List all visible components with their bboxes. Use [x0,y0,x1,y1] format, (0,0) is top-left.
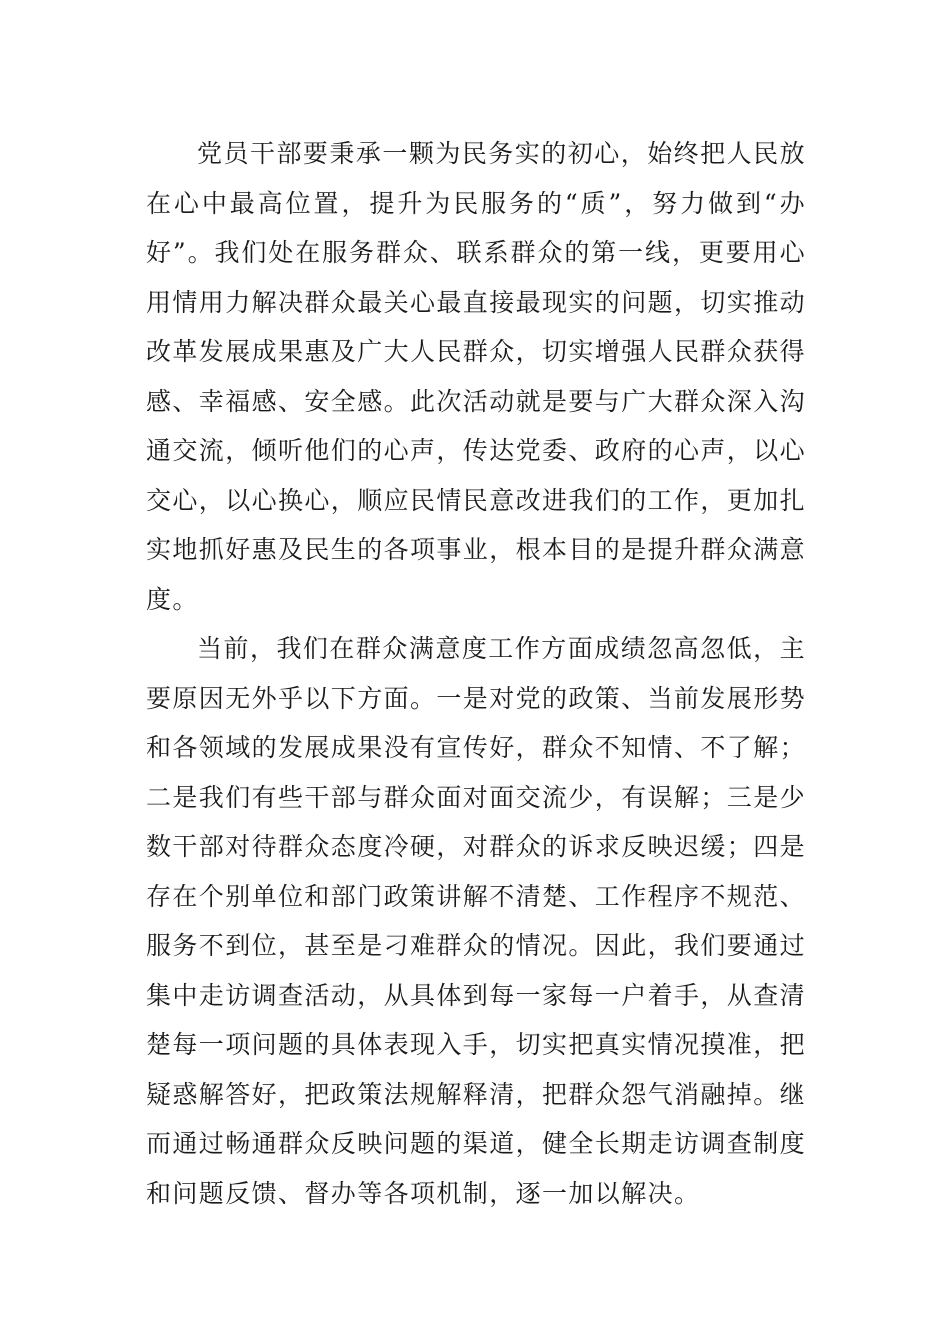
paragraph-1: 党员干部要秉承一颗为民务实的初心，始终把人民放在心中最高位置，提升为民服务的“质”，努力做到“办好”。我们处在服务群众、联系群众的第一线，更要用心用情用力解决群众最关心最直接最现实的问题，切实推动改革发展成果惠及广大人民群众，切实增强人民群众获得感、幸福感、安全感。此次活动就是要与广大群众深入沟通交流，倾听他们的心声，传达党委、政府的心声，以心交心，以心换心，顺应民情民意改进我们的工作，更加扎实地抓好惠及民生的各项事业，根本目的是提升群众满意度。 [146,139,807,614]
document-body [146,129,806,1218]
paragraph-2: 当前，我们在群众满意度工作方面成绩忽高忽低，主要原因无外乎以下方面。一是对党的政策、当前发展形势和各领域的发展成果没有宣传好，群众不知情、不了解；二是我们有些干部与群众面对面交流少，有误解；三是少数干部对待群众态度冷硬，对群众的诉求反映迟缓；四是存在个别单位和部门政策讲解不清楚、工作程序不规范、服务不到位，甚至是刁难群众的情况。因此，我们要通过集中走访调查活动，从具体到每一家每一户着手，从查清楚每一项问题的具体表现入手，切实把真实情况摸准，把疑惑解答好，把政策法规解释清，把群众怨气消融掉。继而通过畅通群众反映问题的渠道，健全长期走访调查制度和问题反馈、督办等各项机制，逐一加以解决。 [146,634,807,1208]
